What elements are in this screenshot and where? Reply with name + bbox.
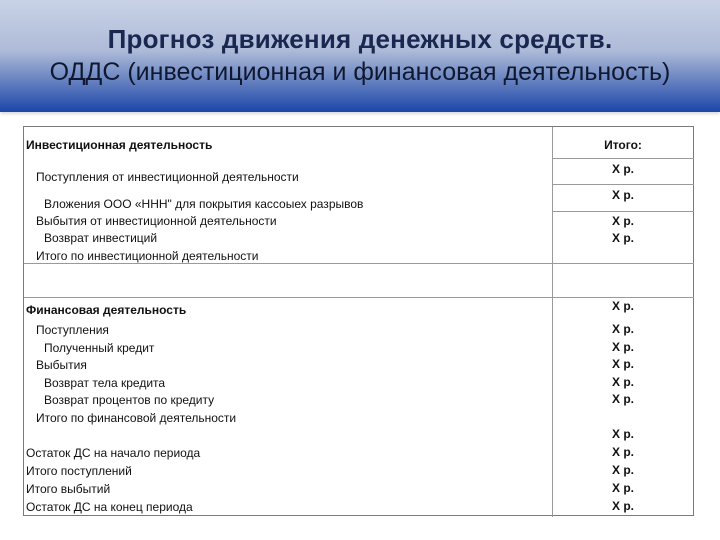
finance-receipts-label: Поступления [36,323,109,337]
finance-header-value: Х р. [611,299,634,313]
total-column-header: Итого: [604,138,642,152]
finance-section-header: Финансовая деятельность [26,303,187,317]
invest-outflows-label: Выбытия от инвестиционной деятельности [36,214,277,228]
total-outflows-label: Итого выбытий [26,482,111,496]
summary-extra-value: Х р. [611,427,634,441]
finance-receipts-value: Х р. [611,322,634,336]
end-balance-label: Остаток ДС на конец периода [26,500,193,514]
row-divider [24,297,694,298]
finance-interest-repayment-label: Возврат процентов по кредиту [44,393,215,407]
start-balance-value: Х р. [611,445,634,459]
total-outflows-value: Х р. [611,481,634,495]
invest-receipts-value: Х р. [611,162,634,176]
start-balance-label: Остаток ДС на начало периода [26,446,201,460]
total-receipts-value: Х р. [611,463,634,477]
finance-outflows-value: Х р. [611,357,634,371]
invest-investments-value: Х р. [611,188,634,202]
row-divider [552,158,694,159]
total-receipts-label: Итого поступлений [26,464,132,478]
invest-return-value: Х р. [611,231,634,245]
row-divider [24,263,694,264]
finance-loan-repayment-value: Х р. [611,375,634,389]
cash-flow-table [23,126,694,516]
invest-receipts-label: Поступления от инвестиционной деятельности [36,170,299,184]
slide-subtitle: ОДДС (инвестиционная и финансовая деятельность) [49,58,671,86]
finance-loan-repayment-label: Возврат тела кредита [44,376,166,390]
slide-title-banner [0,0,720,112]
invest-section-header: Инвестиционная деятельность [26,138,213,152]
finance-loan-received-label: Полученный кредит [44,341,155,355]
end-balance-value: Х р. [611,499,634,513]
finance-interest-repayment-value: Х р. [611,392,634,406]
invest-outflows-value: Х р. [611,214,634,228]
finance-loan-received-value: Х р. [611,340,634,354]
row-divider [552,184,694,185]
invest-total-label: Итого по инвестиционной деятельности [36,249,259,263]
finance-total-label: Итого по финансовой деятельности [36,411,237,425]
invest-investments-label: Вложения ООО «ННН" для покрытия кассоыех разрывов [44,197,364,211]
row-divider [552,211,694,212]
invest-return-label: Возврат инвестиций [44,231,158,245]
finance-outflows-label: Выбытия [36,358,87,372]
slide-title: Прогноз движения денежных средств. [107,24,613,54]
